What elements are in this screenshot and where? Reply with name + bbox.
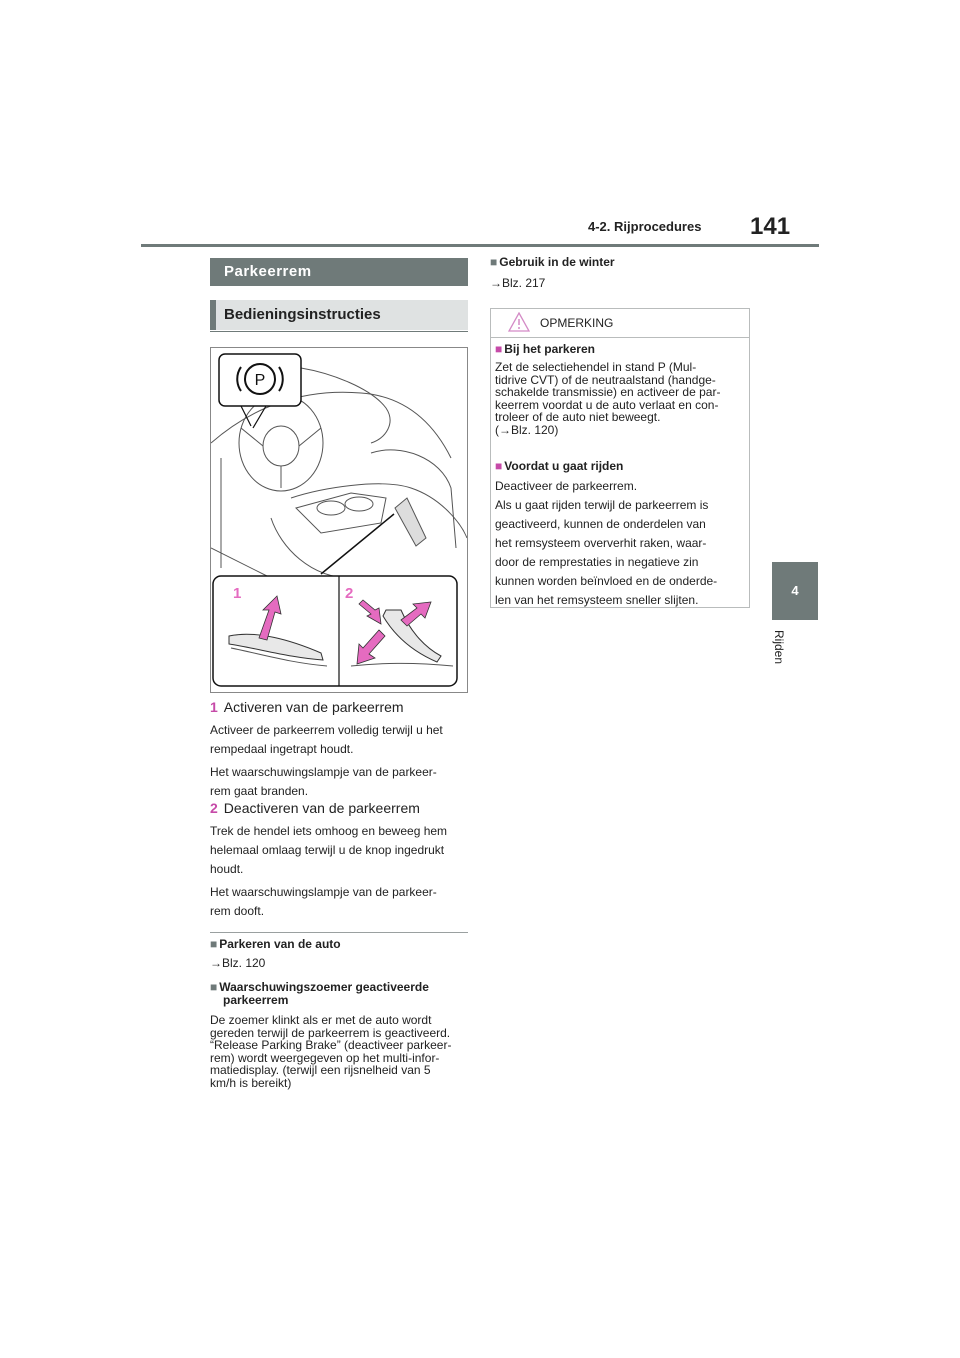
winter-heading: ■ Gebruik in de winter	[490, 255, 615, 269]
text-line: Het waarschuwingslampje van de parkeer-	[210, 765, 437, 779]
dash-vent	[301, 368, 390, 443]
brake-indicator-letter: P	[254, 372, 266, 389]
notice-driving-body1: Deactiveer de parkeerrem.	[495, 479, 638, 493]
step-1-number: 1	[210, 699, 218, 715]
lever-in-car	[395, 498, 426, 546]
section-path: 4-2. Rijprocedures	[588, 219, 702, 234]
cup-holder-2	[345, 497, 373, 511]
text-line: Het waarschuwingslampje van de parkeer-	[210, 885, 437, 899]
text-line: rem gaat branden.	[210, 784, 309, 798]
note-buzzer-heading: ■ Waarschuwingszoemer geactiveerde parkeerrem	[210, 980, 429, 1007]
winter-ref[interactable]: →Blz. 217	[490, 276, 546, 290]
section-banner: Parkeerrem	[210, 258, 468, 286]
text-line: houdt.	[210, 862, 244, 876]
notes-divider	[210, 932, 468, 933]
figure-label-2: 2	[345, 585, 354, 602]
leader-line	[321, 514, 394, 574]
page-number: 141	[750, 213, 791, 240]
text-line: helemaal omlaag terwijl u de knop ingedrukt	[210, 843, 445, 857]
notice-driving-heading: ■ Voordat u gaat rijden	[495, 459, 624, 473]
header-rule	[141, 244, 819, 247]
step-2-heading	[210, 800, 420, 816]
note-buzzer-body: De zoemer klinkt als er met de auto wordt gereden terwijl de parkeerrem is geactiveerd. “Release Parking Brake” (deactiveer parkeer- rem) wordt weergegeven op het multi-infor- matiedisplay. (terwijl een rijsnelheid van 5 km/h is bereikt)	[210, 1013, 452, 1090]
notice-header	[490, 308, 750, 338]
notice-driving-body2: Als u gaat rijden terwijl de parkeerrem is geactiveerd, kunnen de onderdelen van het remsysteem oververhit raken, waar- door de remprestaties in negatieve zin kunnen worden beïnvloed en de onderde- len van het remsysteem sneller slijten.	[495, 498, 718, 607]
text-line: rem dooft.	[210, 904, 265, 918]
square-bullet-icon: ■	[210, 980, 218, 994]
cup-holder-1	[317, 501, 345, 515]
zoom-panel	[213, 576, 457, 686]
parking-brake-drawing	[211, 348, 467, 692]
step-2-text	[210, 822, 472, 921]
square-bullet-icon: ■	[210, 937, 218, 951]
steering-hub	[263, 426, 299, 466]
note-parking-heading: ■ Parkeren van de auto	[210, 937, 341, 951]
step-1-title: Activeren van de parkeerrem	[223, 699, 404, 715]
note-parking-ref[interactable]: →Blz. 120	[210, 956, 266, 970]
square-bullet-icon: ■	[495, 459, 503, 473]
subsection-banner: Bedieningsinstructies	[210, 300, 468, 330]
step-2-number: 2	[210, 800, 218, 816]
text-line: Trek de hendel iets omhoog en beweeg hem	[210, 824, 448, 838]
console-side	[271, 518, 351, 578]
chapter-label-text: Rijden	[772, 630, 786, 665]
text-line: rempedaal ingetrapt houdt.	[210, 742, 354, 756]
notice-title: OPMERKING	[540, 316, 614, 330]
figure-label-1: 1	[233, 585, 242, 602]
parking-brake-illustration	[210, 347, 468, 693]
chapter-tab[interactable]: 4	[772, 562, 818, 620]
subsection-rule	[210, 331, 468, 332]
warning-triangle-icon	[508, 312, 530, 332]
step-2-title: Deactiveren van de parkeerrem	[223, 800, 420, 816]
step-1-text	[210, 721, 472, 801]
notice-parking-body: Zet de selectiehendel in stand P (Mul- tidrive CVT) of de neutraalstand (handge- schakelde transmissie) en activeer de par- keerrem voordat u de auto verlaat en con- troleer of de auto niet beweegt. (→Blz. 120)	[495, 360, 721, 437]
notice-parking-heading: ■ Bij het parkeren	[495, 342, 595, 356]
text-line: Activeer de parkeerrem volledig terwijl u het	[210, 723, 443, 737]
step-1-heading	[210, 699, 404, 715]
square-bullet-icon: ■	[490, 255, 498, 269]
square-bullet-icon: ■	[495, 342, 503, 356]
chapter-label	[772, 630, 810, 690]
door-panel	[211, 458, 271, 578]
